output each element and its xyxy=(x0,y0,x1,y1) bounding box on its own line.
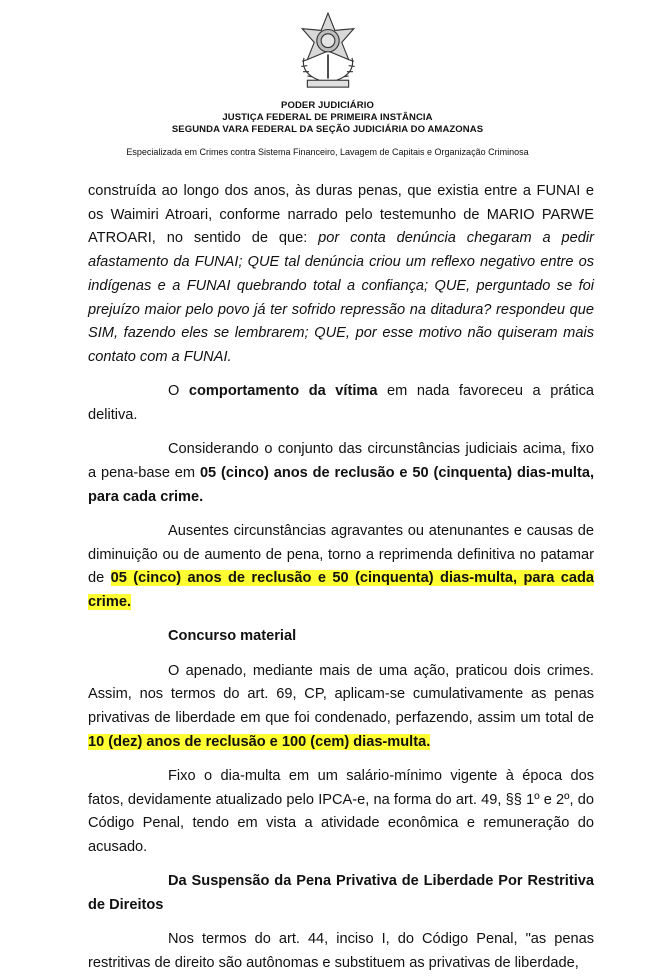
definitive-penalty-text: Ausentes circunstâncias agravantes ou atenunantes e causas de diminuição ou de aumento de pena, torno a reprimenda definitiva no patamar de xyxy=(88,522,594,587)
victim-text-start: O xyxy=(168,383,189,400)
paragraph-definitive-penalty xyxy=(88,520,594,615)
header-specialization: Especializada em Crimes contra Sistema Financeiro, Lavagem de Capitais e Organização Criminosa xyxy=(126,147,529,157)
document-header xyxy=(0,8,655,157)
heading-suspension xyxy=(88,870,594,917)
heading-concurso-material xyxy=(88,625,594,649)
header-line-section: SEGUNDA VARA FEDERAL DA SEÇÃO JUDICIÁRIA DO AMAZONAS xyxy=(171,124,484,135)
definitive-penalty-value: 05 (cinco) anos de reclusão e 50 (cinquenta) dias-multa, para cada crime. xyxy=(88,570,594,611)
total-penalty-text: O apenado, mediante mais de uma ação, praticou dois crimes. Assim, nos termos do art. 69, CP, aplicam-se cumulativamente as penas privativas de liberdade em que foi condenado, perfazendo, assim um total de xyxy=(88,662,594,727)
heading-concurso-material-text: Concurso material xyxy=(168,628,297,645)
heading-suspension-text: Da Suspensão da Pena Privativa de Liberdade Por Restritiva de Direitos xyxy=(88,873,594,914)
paragraph-base-penalty xyxy=(88,438,594,509)
brazil-coat-of-arms-emblem xyxy=(285,8,371,94)
paragraph-testimony xyxy=(88,180,594,370)
header-line-court: JUSTIÇA FEDERAL DE PRIMEIRA INSTÂNCIA xyxy=(222,112,433,123)
paragraph-total-penalty xyxy=(88,660,594,755)
paragraph-article-44: Nos termos do art. 44, inciso I, do Código Penal, "as penas restritivas de direito são autônomas e substituem as privativas de liberdade, xyxy=(88,931,594,972)
base-penalty-text: Considerando o conjunto das circunstâncias judiciais acima, fixo a pena-base em xyxy=(88,441,594,481)
testimony-quote: por conta denúncia chegaram a pedir afastamento da FUNAI; QUE tal denúncia criou um reflexo negativo entre os indígenas e a FUNAI quebrando total a confiança; QUE, perguntado se foi prejuízo maior pelo povo já ter sofrido repressão na ditadura? respondeu que SIM, fazendo eles se lembrarem; QUE, por esse motivo não quiseram mais contato com a FUNAI. xyxy=(88,230,594,365)
total-penalty-value: 10 (dez) anos de reclusão e 100 (cem) dias-multa xyxy=(88,733,427,750)
base-penalty-value: 05 (cinco) anos de reclusão e 50 (cinquenta) dias-multa, para cada crime. xyxy=(88,464,595,505)
document-body xyxy=(88,180,594,976)
header-line-judiciary: PODER JUDICIÁRIO xyxy=(281,100,374,111)
paragraph-victim-behavior xyxy=(88,380,594,427)
total-penalty-period: . xyxy=(426,733,431,750)
victim-behavior-term: comportamento da vítima xyxy=(188,383,378,400)
paragraph-fine-day: Fixo o dia-multa em um salário-mínimo vigente à época dos fatos, devidamente atualizado pelo IPCA-e, na forma do art. 49, §§ 1º e 2º, do Código Penal, tendo em vista a atividade econômica e remuneração do acusado. xyxy=(88,768,594,856)
paragraph-testimony-text: construída ao longo dos anos, às duras penas, que existia entre a FUNAI e os Waimiri Atroari, conforme narrado pelo testemunho de MARIO PARWE ATROARI, no sentido de que: xyxy=(88,183,594,247)
victim-text-end: em nada favoreceu a prática delitiva. xyxy=(88,383,595,423)
